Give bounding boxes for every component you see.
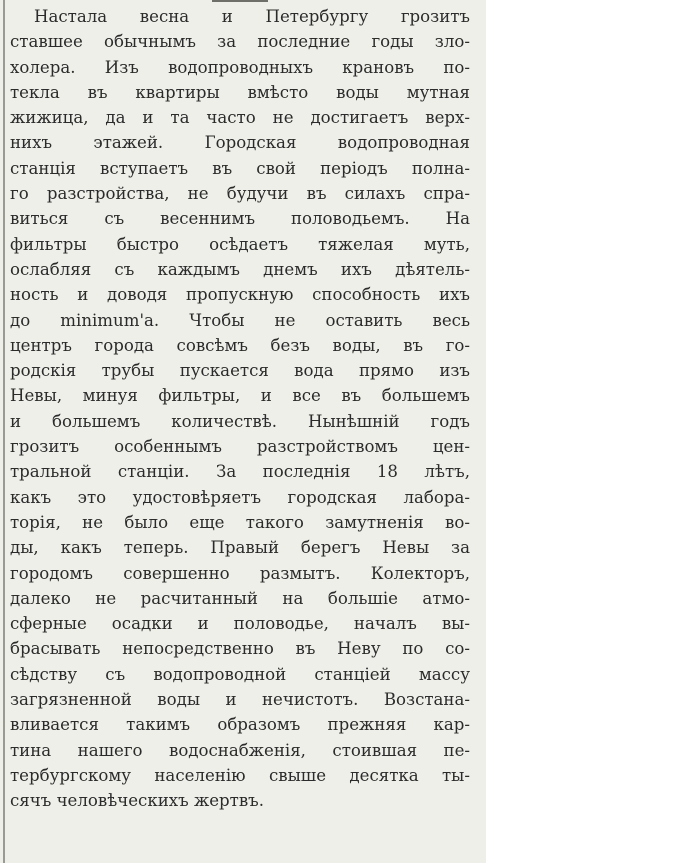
text-line: Настала весна и Петербургу грозитъ (34, 7, 470, 26)
text-line: городомъ совершенно размытъ. Колекторъ, (10, 563, 470, 583)
text-line: ды, какъ теперь. Правый берегъ Невы за (10, 538, 470, 558)
text-line: до minimum'a. Чтобы не оставить весь (10, 310, 470, 330)
text-line: ослабляя съ каждымъ днемъ ихъ дѣятель- (10, 259, 470, 279)
text-line: виться съ весеннимъ половодьемъ. На (10, 209, 470, 229)
text-line: ставшее обычнымъ за последние годы зло- (10, 32, 470, 52)
text-line: центръ города совсѣмъ безъ воды, въ го- (10, 335, 470, 355)
text-line: тербургскому населенію свыше десятка ты- (10, 765, 470, 785)
text-line: тина нашего водоснабженія, стоившая пе- (10, 740, 470, 760)
cut-off-next-line (10, 858, 480, 863)
text-line: торія, не было еще такого замутненія во- (10, 512, 470, 532)
text-line: го разстройства, не будучи въ силахъ спра- (10, 184, 470, 204)
text-line: загрязненной воды и нечистотъ. Возстана- (10, 690, 470, 710)
text-line: нихъ этажей. Городская водопроводная (10, 133, 470, 153)
top-rule-fragment (212, 0, 268, 2)
text-line: сѣдству съ водопроводной станціей массу (10, 664, 470, 684)
text-line: холера. Изъ водопроводныхъ крановъ по- (10, 57, 470, 77)
text-line: сферные осадки и половодье, началъ вы- (10, 614, 470, 634)
text-line: какъ это удостовѣряетъ городская лабора- (10, 487, 470, 507)
text-line: тральной станціи. За последнія 18 лѣтъ, (10, 462, 470, 482)
text-line: сячъ человѣческихъ жертвъ. (10, 791, 265, 811)
text-line: вливается такимъ образомъ прежняя кар- (10, 715, 470, 735)
text-line: ность и доводя пропускную способность ихъ (10, 285, 470, 305)
text-line: грозитъ особеннымъ разстройствомъ цен- (10, 437, 470, 457)
text-line: брасывать непосредственно въ Неву по со- (10, 639, 470, 659)
text-line: текла въ квартиры вмѣсто воды мутная (10, 82, 470, 102)
article-text (10, 4, 470, 814)
text-line: фильтры быстро осѣдаетъ тяжелая муть, (10, 234, 470, 254)
column-rule (3, 0, 5, 863)
text-line: жижица, да и та часто не достигаетъ верх- (10, 108, 470, 128)
text-line: Невы, минуя фильтры, и все въ большемъ (10, 386, 470, 406)
text-line: родскія трубы пускается вода прямо изъ (10, 361, 470, 381)
text-line: далеко не расчитанный на большіе атмо- (10, 588, 470, 608)
text-line: и большемъ количествѣ. Нынѣшній годъ (10, 411, 470, 431)
text-line: станція вступаетъ въ свой періодъ полна- (10, 158, 470, 178)
